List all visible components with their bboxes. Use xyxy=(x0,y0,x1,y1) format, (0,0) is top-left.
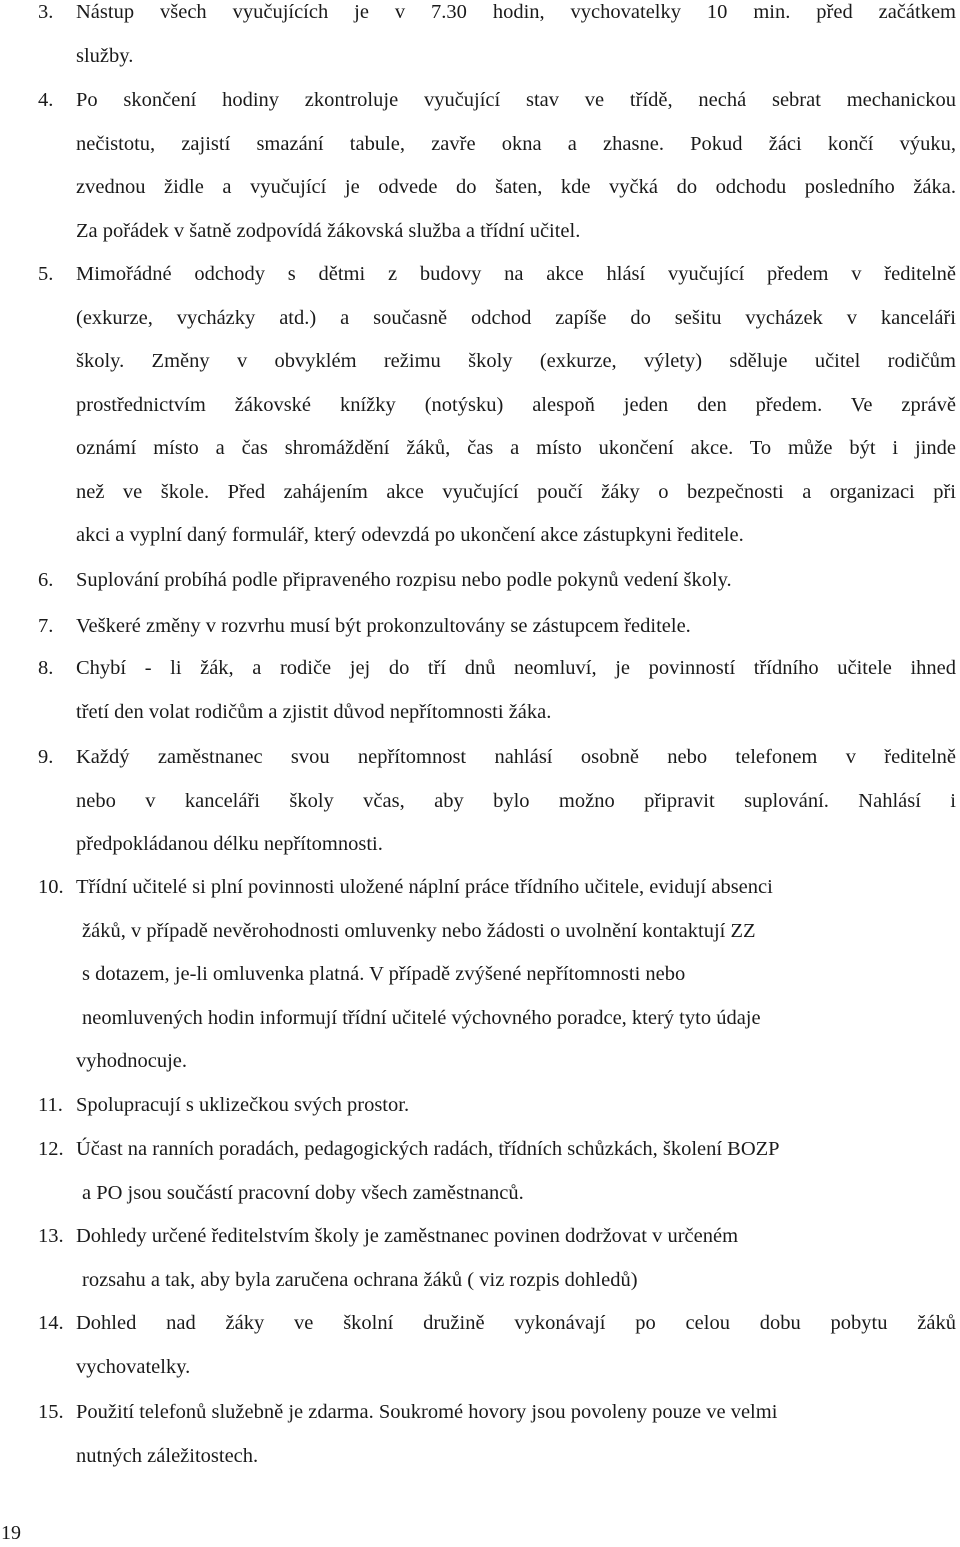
text-line: Každý zaměstnanec svou nepřítomnost nahlásí osobně nebo telefonem v ředitelně xyxy=(76,746,956,768)
text-line: Veškeré změny v rozvrhu musí být prokonzultovány se zástupcem ředitele. xyxy=(76,615,691,637)
list-item xyxy=(38,736,956,867)
text-line: prostřednictvím žákovské knížky (notýsku) alespoň jeden den předem. Ve zprávě xyxy=(76,393,956,416)
list-item xyxy=(38,0,956,78)
text-line: nutných záležitostech. xyxy=(76,1444,259,1467)
text-line: Po skončení hodiny zkontroluje vyučující stav ve třídě, nechá sebrat mechanickou xyxy=(76,89,956,111)
text-line: (exkurze, vycházky atd.) a současně odchod zapíše do sešitu vycházek v kanceláři xyxy=(76,306,956,329)
text-line: Třídní učitelé si plní povinnosti uložené náplní práce třídního učitele, evidují absenci xyxy=(76,876,773,898)
text-line: vyhodnocuje. xyxy=(76,1050,188,1072)
list-item-number: 6. xyxy=(38,569,54,591)
list-item-text xyxy=(76,559,956,603)
text-line: rozsahu a tak, aby byla zaručena ochrana žáků ( viz rozpis dohledů) xyxy=(82,1268,638,1291)
list-item xyxy=(38,647,956,734)
text-line: školy. Změny v obvyklém režimu školy (exkurze, výlety) sděluje učitel rodičům xyxy=(76,350,956,372)
list-item-number: 15. xyxy=(38,1401,64,1423)
list-item xyxy=(38,605,956,649)
list-item-number: 4. xyxy=(38,89,54,111)
text-line: Použití telefonů služebně je zdarma. Soukromé hovory jsou povoleny pouze ve velmi xyxy=(76,1401,778,1423)
text-line: Suplování probíhá podle připraveného rozpisu nebo podle pokynů vedení školy. xyxy=(76,569,732,591)
list-item-number: 8. xyxy=(38,657,54,679)
list-item-number: 7. xyxy=(38,615,54,637)
text-line: služby. xyxy=(76,44,134,67)
list-item-text xyxy=(76,866,956,1084)
list-item-text xyxy=(76,79,956,253)
list-item xyxy=(38,559,956,603)
text-line: Mimořádné odchody s dětmi z budovy na akce hlásí vyučující předem v ředitelně xyxy=(76,263,956,285)
text-line: Dohledy určené ředitelstvím školy je zaměstnanec povinen dodržovat v určeném xyxy=(76,1225,739,1247)
text-line: nebo v kanceláři školy včas, aby bylo možno připravit suplování. Nahlásí i xyxy=(76,789,956,812)
list-item-text xyxy=(76,1084,956,1128)
text-line: nečistotu, zajistí smazání tabule, zavře okna a zhasne. Pokud žáci končí výuku, xyxy=(76,132,956,155)
page-number: 19 xyxy=(1,1522,21,1544)
list-item-text xyxy=(76,1128,956,1215)
list-item-number: 5. xyxy=(38,263,54,285)
list-item xyxy=(38,1128,956,1215)
list-item-number: 14. xyxy=(38,1312,64,1334)
list-item-number: 13. xyxy=(38,1225,64,1247)
text-line: žáků, v případě nevěrohodnosti omluvenky nebo žádosti o uvolnění kontaktují ZZ xyxy=(82,919,756,942)
list-item-number: 9. xyxy=(38,746,54,768)
list-item-text xyxy=(76,647,956,734)
list-item-text xyxy=(76,253,956,558)
list-item xyxy=(38,1391,956,1478)
list-item-number: 11. xyxy=(38,1094,63,1116)
text-line: Dohled nad žáky ve školní družině vykonávají po celou dobu pobytu žáků xyxy=(76,1312,956,1334)
list-item xyxy=(38,1302,956,1389)
list-item-text xyxy=(76,605,956,649)
text-line: Účast na ranních poradách, pedagogických radách, třídních schůzkách, školení BOZP xyxy=(76,1138,780,1160)
text-line: Chybí - li žák, a rodiče jej do tří dnů neomluví, je povinností třídního učitele ihned xyxy=(76,657,956,679)
text-line: akci a vyplní daný formulář, který odevzdá po ukončení akce zástupkyni ředitele. xyxy=(76,524,744,546)
text-line: Za pořádek v šatně zodpovídá žákovská služba a třídní učitel. xyxy=(76,219,581,242)
list-item-number: 10. xyxy=(38,876,64,898)
text-line: a PO jsou součástí pracovní doby všech zaměstnanců. xyxy=(82,1181,524,1204)
text-line: vychovatelky. xyxy=(76,1355,191,1378)
list-item-number: 12. xyxy=(38,1138,64,1160)
list-item-text xyxy=(76,1215,956,1302)
list-item-text xyxy=(76,0,956,78)
list-item xyxy=(38,253,956,558)
text-line: Spolupracují s uklizečkou svých prostor. xyxy=(76,1094,410,1116)
text-line: oznámí místo a čas shromáždění žáků, čas a místo ukončení akce. To může být i jinde xyxy=(76,437,956,459)
list-item xyxy=(38,1084,956,1128)
text-line: zvednou židle a vyučující je odvede do šaten, kde vyčká do odchodu posledního žáka. xyxy=(76,176,956,198)
list-item-text xyxy=(76,1391,956,1478)
list-item-text xyxy=(76,1302,956,1389)
list-item xyxy=(38,1215,956,1302)
text-line: než ve škole. Před zahájením akce vyučující poučí žáky o bezpečnosti a organizaci při xyxy=(76,480,956,503)
list-item-text xyxy=(76,736,956,867)
text-line: neomluvených hodin informují třídní učitelé výchovného poradce, který tyto údaje xyxy=(82,1006,761,1029)
list-item xyxy=(38,79,956,253)
list-item xyxy=(38,866,956,1084)
text-line: Nástup všech vyučujících je v 7.30 hodin, vychovatelky 10 min. před začátkem xyxy=(76,1,956,23)
list-item-number: 3. xyxy=(38,1,54,23)
text-line: třetí den volat rodičům a zjistit důvod nepřítomnosti žáka. xyxy=(76,700,552,723)
text-line: s dotazem, je-li omluvenka platná. V případě zvýšené nepřítomnosti nebo xyxy=(82,963,686,985)
text-line: předpokládanou délku nepřítomnosti. xyxy=(76,833,383,855)
